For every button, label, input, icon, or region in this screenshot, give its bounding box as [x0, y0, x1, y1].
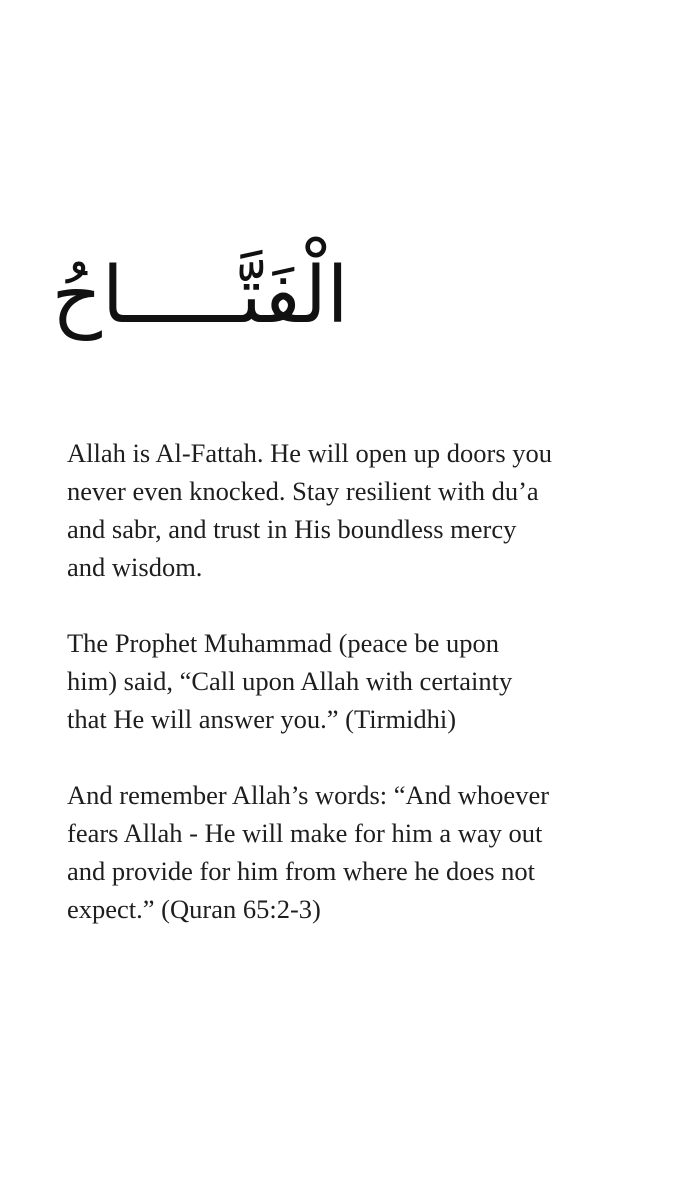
paragraph-hadith: The Prophet Muhammad (peace be upon him) said, “Call upon Allah with certainty that He will answer you.” (Tirmidhi) — [67, 628, 513, 734]
paragraph-quran-verse: And remember Allah’s words: “And whoever fears Allah - He will make for him a way out and provide for him from where he does not expect.” (Quran 65:2-3) — [67, 780, 550, 924]
arabic-title: الْفَتَّـــــاحُ — [51, 251, 349, 341]
body-text — [67, 434, 627, 966]
paragraph-al-fattah: Allah is Al-Fattah. He will open up doors you never even knocked. Stay resilient with du’a and sabr, and trust in His boundless mercy and wisdom. — [67, 438, 553, 582]
